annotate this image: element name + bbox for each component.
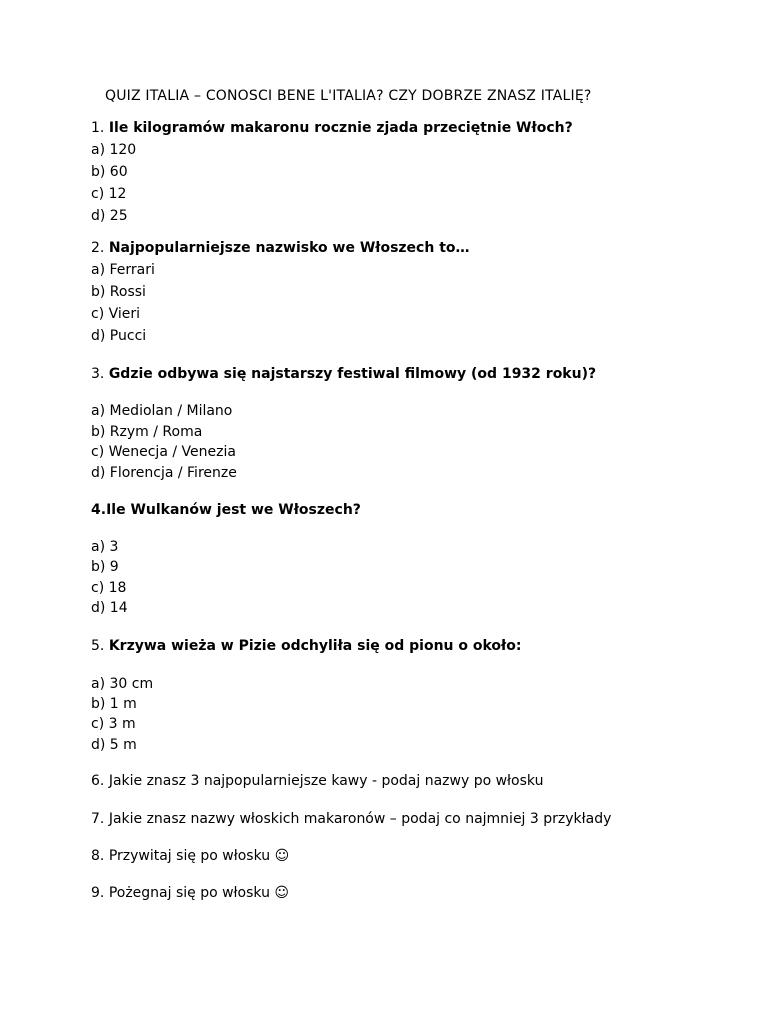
question-number: 5. — [91, 638, 105, 654]
question-text: Krzywa wieża w Pizie odchyliła się od pionu o około: — [108, 638, 522, 654]
question-text: Przywitaj się po włosku ☺ — [108, 848, 290, 864]
option-2b: b) Rossi — [91, 284, 146, 300]
option-4d: d) 14 — [91, 600, 128, 616]
question-5 — [91, 638, 521, 654]
question-6 — [91, 773, 543, 789]
option-4b: b) 9 — [91, 559, 119, 575]
question-text: Pożegnaj się po włosku ☺ — [108, 885, 289, 901]
question-number: 7. — [91, 811, 105, 827]
option-4a: a) 3 — [91, 539, 119, 555]
question-number: 3. — [91, 366, 105, 382]
question-7 — [91, 811, 611, 827]
question-number: 6. — [91, 773, 105, 789]
option-3d: d) Florencja / Firenze — [91, 465, 237, 481]
question-number: 4. — [91, 502, 107, 518]
question-text: Ile Wulkanów jest we Włoszech? — [106, 502, 361, 518]
option-5a: a) 30 cm — [91, 676, 154, 692]
question-4 — [91, 502, 361, 518]
option-5d: d) 5 m — [91, 737, 137, 753]
question-number: 9. — [91, 885, 105, 901]
question-text: Jakie znasz 3 najpopularniejsze kawy - podaj nazwy po włosku — [108, 773, 544, 789]
question-2 — [91, 240, 470, 256]
option-3b: b) Rzym / Roma — [91, 424, 203, 440]
option-5b: b) 1 m — [91, 696, 137, 712]
option-5c: c) 3 m — [91, 716, 136, 732]
question-number: 2. — [91, 240, 105, 256]
question-8 — [91, 848, 289, 864]
option-2d: d) Pucci — [91, 328, 147, 344]
option-2a: a) Ferrari — [91, 262, 155, 278]
question-text: Ile kilogramów makaronu rocznie zjada przeciętnie Włoch? — [108, 120, 573, 136]
option-4c: c) 18 — [91, 580, 127, 596]
option-3c: c) Wenecja / Venezia — [91, 444, 236, 460]
option-1b: b) 60 — [91, 164, 128, 180]
question-text: Najpopularniejsze nazwisko we Włoszech to… — [108, 240, 470, 256]
question-1 — [91, 120, 573, 136]
question-number: 1. — [91, 120, 105, 136]
question-text: Gdzie odbywa się najstarszy festiwal filmowy (od 1932 roku)? — [108, 366, 597, 382]
quiz-title: QUIZ ITALIA – CONOSCI BENE L'ITALIA? CZY DOBRZE ZNASZ ITALIĘ? — [105, 88, 592, 104]
question-3 — [91, 366, 596, 382]
option-1d: d) 25 — [91, 208, 128, 224]
option-1a: a) 120 — [91, 142, 137, 158]
option-2c: c) Vieri — [91, 306, 141, 322]
question-text: Jakie znasz nazwy włoskich makaronów – podaj co najmniej 3 przykłady — [108, 811, 612, 827]
question-9 — [91, 885, 289, 901]
option-1c: c) 12 — [91, 186, 127, 202]
question-number: 8. — [91, 848, 105, 864]
option-3a: a) Mediolan / Milano — [91, 403, 233, 419]
